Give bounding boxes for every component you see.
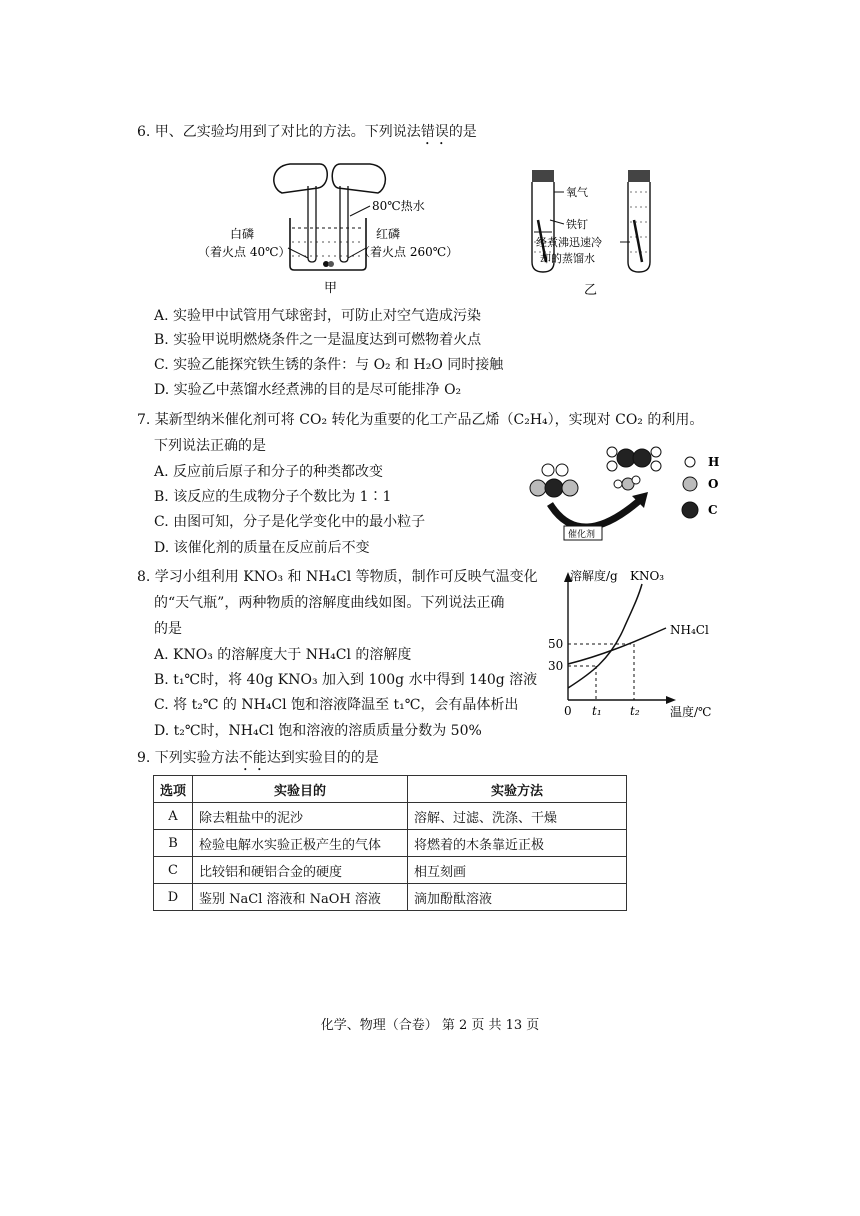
legend-c-label: C xyxy=(708,503,718,517)
x-tick-0: 0 xyxy=(564,704,572,718)
label-red-phosphorus-ignition: （着火点 260℃） xyxy=(358,245,459,259)
series-nh4cl-line xyxy=(568,628,666,664)
q8-option-c: C. 将 t₂℃ 的 NH₄Cl 饱和溶液降温至 t₁℃，会有晶体析出 xyxy=(154,697,519,713)
q6-option-a: A. 实验甲中试管用气球密封，可防止对空气造成污染 xyxy=(154,308,482,324)
q6-option-c: C. 实验乙能探究铁生锈的条件：与 O₂ 和 H₂O 同时接触 xyxy=(154,357,504,373)
page-footer: 化学、物理（合卷） 第 2 页 共 13 页 xyxy=(320,1018,540,1033)
q7-reaction-diagram xyxy=(520,440,730,545)
label-white-phosphorus: 白磷 xyxy=(230,227,255,241)
series-nh4cl-label: NH₄Cl xyxy=(670,623,709,637)
legend-o-label: O xyxy=(708,477,719,491)
q8-stem-line2: 的“天气瓶”，两种物质的溶解度曲线如图。下列说法正确 xyxy=(154,595,505,611)
q6-option-d: D. 实验乙中蒸馏水经煮沸的目的是尽可能排净 O₂ xyxy=(154,382,462,398)
q9-stem xyxy=(137,748,379,774)
q9-table xyxy=(153,775,627,911)
caption-jia: 甲 xyxy=(324,281,338,296)
series-kno3-label: KNO₃ xyxy=(630,569,665,583)
x-tick-t1: t₁ xyxy=(592,704,602,718)
legend-h-label: H xyxy=(708,455,720,469)
label-boiled-water-1: 经煮沸迅速冷 xyxy=(536,236,602,249)
q7-option-c: C. 由图可知，分子是化学变化中的最小粒子 xyxy=(154,514,426,530)
label-hot-water: 80℃热水 xyxy=(372,199,425,213)
table-row xyxy=(154,803,627,830)
label-boiled-water-2: 却的蒸馏水 xyxy=(540,252,595,265)
q6-stem-emphasis: 错误 xyxy=(420,124,449,140)
q8-option-a: A. KNO₃ 的溶解度大于 NH₄Cl 的溶解度 xyxy=(154,647,412,663)
q6-figure-jia xyxy=(190,158,480,298)
row-c-purpose: 比较铝和硬铝合金的硬度 xyxy=(193,857,408,884)
table-row xyxy=(154,830,627,857)
q7-stem-line1: 7. 某新型纳米催化剂可将 CO₂ 转化为重要的化工产品乙烯（C₂H₄），实现对 CO₂ 的利用。 xyxy=(137,412,704,428)
q6-stem-tail: 的是 xyxy=(448,124,477,140)
q8-option-b: B. t₁℃时，将 40g KNO₃ 加入到 100g 水中得到 140g 溶液 xyxy=(154,672,538,688)
q7-option-b: B. 该反应的生成物分子个数比为 1∶1 xyxy=(154,489,392,505)
row-a-method: 溶解、过滤、洗涤、干燥 xyxy=(408,803,627,830)
q8-stem-line1: 8. 学习小组利用 KNO₃ 和 NH₄Cl 等物质，制作可反映气温变化 xyxy=(137,569,538,585)
label-white-phosphorus-ignition: （着火点 40℃） xyxy=(198,245,291,259)
q7-stem-line2: 下列说法正确的是 xyxy=(154,438,266,454)
table-header-row xyxy=(154,776,627,803)
series-kno3-line xyxy=(568,584,642,688)
chart-ylabel: 溶解度/g xyxy=(570,569,618,583)
caption-yi: 乙 xyxy=(584,283,598,298)
q6-figure-yi xyxy=(520,162,670,302)
solubility-chart xyxy=(540,568,730,720)
header-purpose: 实验目的 xyxy=(193,776,408,803)
label-oxygen: 氧气 xyxy=(566,186,588,199)
q7-option-a: A. 反应前后原子和分子的种类都改变 xyxy=(154,464,384,480)
header-option: 选项 xyxy=(154,776,193,803)
y-tick-30: 30 xyxy=(548,659,564,673)
row-c-option: C xyxy=(154,857,193,884)
q6-stem-text: 6. 甲、乙实验均用到了对比的方法。下列说法 xyxy=(137,124,421,140)
table-row xyxy=(154,857,627,884)
row-b-option: B xyxy=(154,830,193,857)
row-a-option: A xyxy=(154,803,193,830)
row-d-method: 滴加酚酞溶液 xyxy=(408,884,627,911)
q6-option-b: B. 实验甲说明燃烧条件之一是温度达到可燃物着火点 xyxy=(154,332,482,348)
label-red-phosphorus: 红磷 xyxy=(376,227,401,241)
catalyst-label: 催化剂 xyxy=(568,530,596,540)
label-iron-nail: 铁钉 xyxy=(566,218,588,231)
q8-stem-line3: 的是 xyxy=(154,621,182,637)
table-row xyxy=(154,884,627,911)
row-d-option: D xyxy=(154,884,193,911)
header-method: 实验方法 xyxy=(408,776,627,803)
q9-stem-emphasis: 不能 xyxy=(238,750,267,766)
y-tick-50: 50 xyxy=(548,637,564,651)
row-d-purpose: 鉴别 NaCl 溶液和 NaOH 溶液 xyxy=(193,884,408,911)
row-b-purpose: 检验电解水实验正极产生的气体 xyxy=(193,830,408,857)
chart-xlabel: 温度/℃ xyxy=(670,705,712,719)
row-c-method: 相互刻画 xyxy=(408,857,627,884)
q8-option-d: D. t₂℃时，NH₄Cl 饱和溶液的溶质质量分数为 50% xyxy=(154,723,482,739)
q9-stem-text: 9. 下列实验方法 xyxy=(137,750,239,766)
x-tick-t2: t₂ xyxy=(630,704,640,718)
q6-stem xyxy=(137,122,477,148)
row-b-method: 将燃着的木条靠近正极 xyxy=(408,830,627,857)
row-a-purpose: 除去粗盐中的泥沙 xyxy=(193,803,408,830)
q7-option-d: D. 该催化剂的质量在反应前后不变 xyxy=(154,540,370,556)
q9-stem-tail: 达到实验目的的是 xyxy=(266,750,379,766)
